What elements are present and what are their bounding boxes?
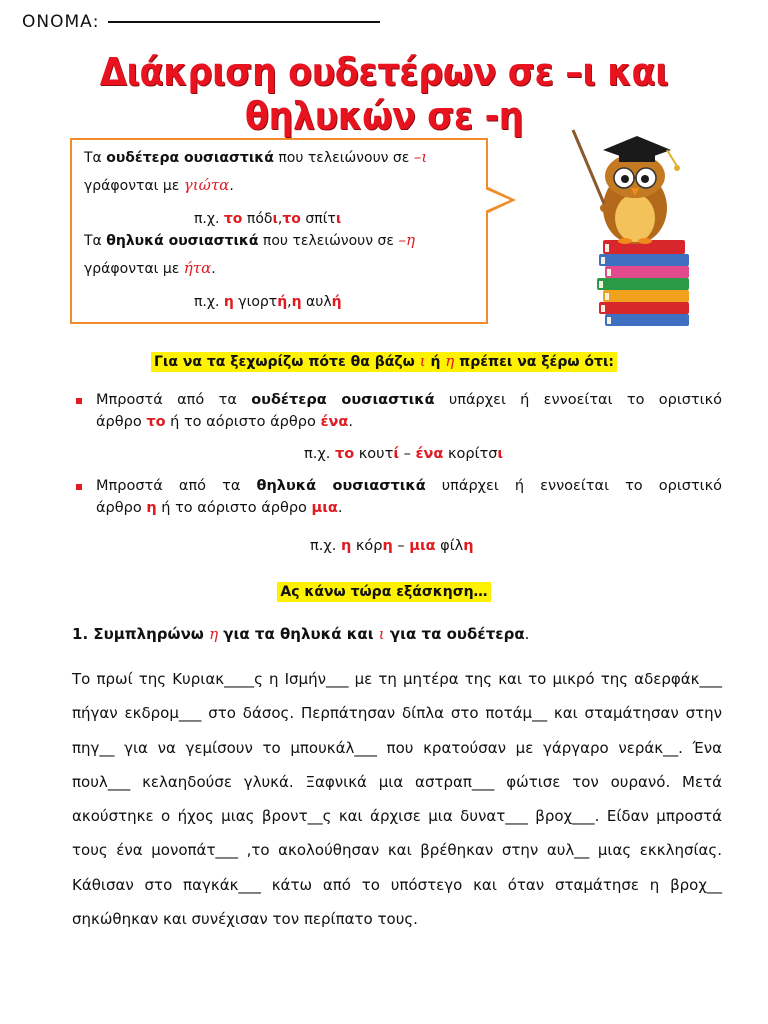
exercise-text[interactable]: Το πρωί της Κυριακ____ς η Ισμήν___ με τη μητέρα της και το μικρό της αδερφάκ___ πήγαν εκδρομ___ στο δάσος. Περπάτησαν δίπλα στο ποτάμ__ και σταμάτησαν στην πηγ__ για να γεμίσουν το μπουκάλ___ που κρατούσαν με γάργαρο νεράκ__. Ένα πουλ___ κελαηδούσε γλυκά. Ξαφνικά μια αστραπ___ φώτισε τον ουρανό. Μετά ακούστηκε ο ήχος μιας βροντ__ς και άρχισε μια δυνατ___ βροχ___. Είδαν μπροστά τους ένα μονοπάτ___ ,το ακολούθησαν και βρέθηκαν στην αυλ__ μιας εκκλησίας. Κάθισαν στο παγκάκ___ κάτω από το υπόστεγο και όταν σταμάτησε η βροχ__ σηκώθηκαν και συνέχισαν τον περίπατο τους. <box>72 670 722 929</box>
owl-teacher-illustration <box>555 128 705 333</box>
rule-2-example: π.χ. η κόρη – μια φίλη <box>310 538 474 554</box>
bubble-example-1: π.χ. το πόδι,το σπίτι <box>194 211 342 227</box>
exercise-instruction: 1. Συμπληρώνω η για τα θηλυκά και ι για τα ουδέτερα. <box>72 625 530 643</box>
rule-2: Μπροστά από τα θηλυκά ουσιαστικά υπάρχει ή εννοείται το οριστικό άρθρο η ή το αόριστο άρθρο μια. <box>96 478 722 516</box>
bubble-line-2: γράφονται με γιώτα. <box>84 176 234 194</box>
bubble-example-2: π.χ. η γιορτή,η αυλή <box>194 294 342 310</box>
rule-1: Μπροστά από τα ουδέτερα ουσιαστικά υπάρχει ή εννοείται το οριστικό άρθρο το ή το αόριστο άρθρο ένα. <box>96 392 722 430</box>
page-title: Διάκριση ουδετέρων σε –ι και θηλυκών σε -η <box>99 50 669 138</box>
name-field <box>22 12 380 32</box>
rule-heading: Για να τα ξεχωρίζω πότε θα βάζω ι ή η πρέπει να ξέρω ότι: <box>0 352 768 370</box>
bubble-line-1: Τα ουδέτερα ουσιαστικά που τελειώνουν σε –ι <box>84 148 428 166</box>
rule-1-example: π.χ. το κουτί – ένα κορίτσι <box>304 446 504 462</box>
bullet-square-icon <box>76 398 82 404</box>
bubble-line-4: Τα θηλυκά ουσιαστικά που τελειώνουν σε –η <box>84 231 415 249</box>
name-label: ΟΝΟΜΑ: <box>22 12 100 32</box>
name-blank-line[interactable] <box>108 21 380 23</box>
bullet-square-icon <box>76 484 82 490</box>
practice-heading: Ας κάνω τώρα εξάσκηση… <box>0 584 768 600</box>
bubble-line-5: γράφονται με ήτα. <box>84 259 216 277</box>
